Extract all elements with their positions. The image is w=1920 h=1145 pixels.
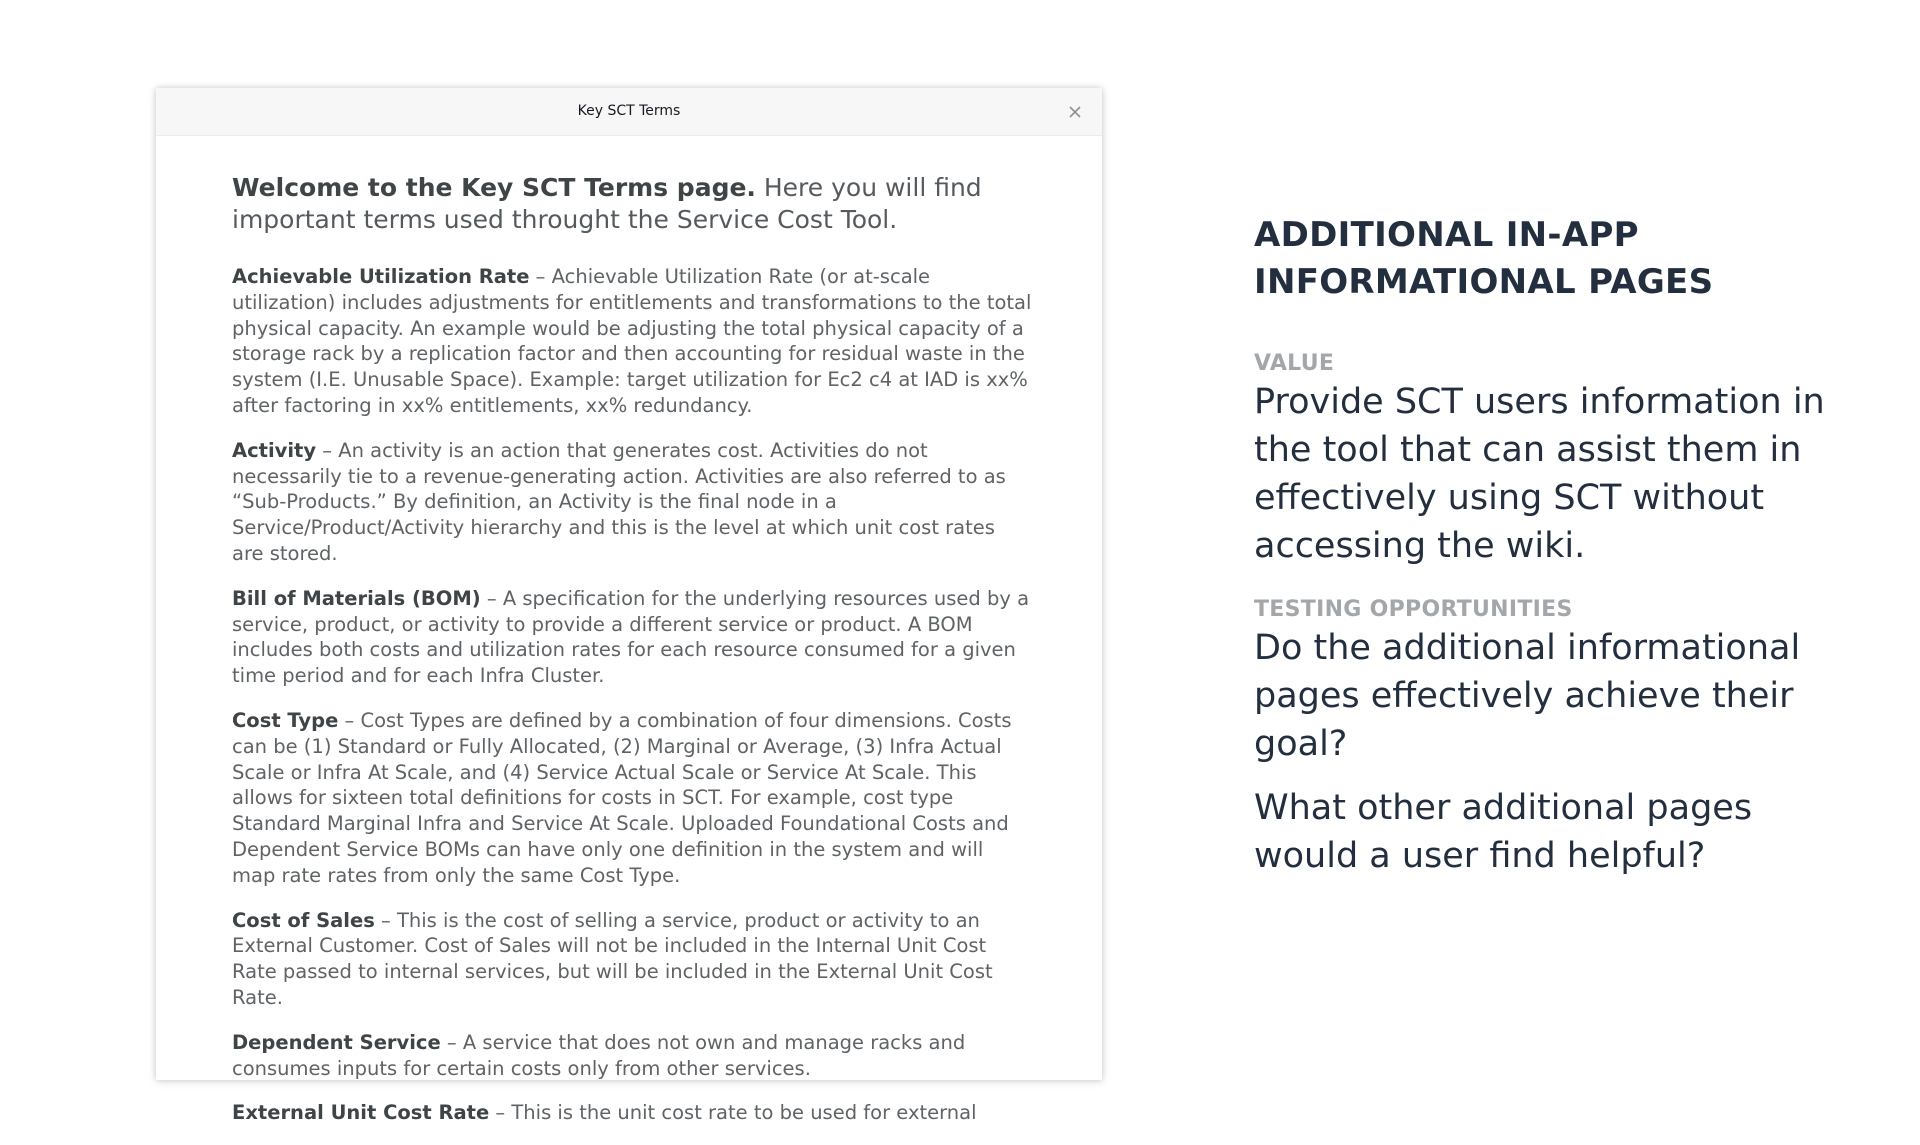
value-label: VALUE — [1254, 351, 1335, 376]
key-terms-modal — [156, 88, 1102, 1125]
side-heading: ADDITIONAL IN-APP INFORMATIONAL PAGES — [1254, 215, 1714, 302]
term-entry — [232, 586, 1032, 689]
term-definition: – A specification for the underlying resources used by a service, product, or activity to provide a different service or product. A BOM includes both costs and utilization rates for each resource consumed for a given time period and for each Infra Cluster. — [232, 586, 1030, 688]
intro-paragraph — [232, 172, 1032, 236]
term-definition: – This is the cost of selling a service, product or activity to an External Customer. Cost of Sales will not be included in the Internal Unit Cost Rate passed to internal services, but will be included in the External Unit Cost Rate. — [232, 908, 993, 1009]
question-1: Do the additional informational pages effectively achieve their goal? — [1254, 628, 1801, 764]
term-entry — [232, 438, 1032, 567]
question-2: What other additional pages would a user find helpful? — [1254, 788, 1753, 876]
term-name: Cost Type — [232, 708, 339, 732]
testing-label: TESTING OPPORTUNITIES — [1254, 597, 1573, 622]
modal-header — [156, 88, 1102, 136]
modal-body — [232, 172, 1032, 1145]
term-entry — [232, 1030, 1032, 1082]
term-definition: – A service that does not own and manage racks and consumes inputs for certain costs only from other services. — [232, 1030, 966, 1080]
term-entry — [232, 708, 1032, 889]
term-name: Bill of Materials (BOM) — [232, 586, 481, 610]
term-name: External Unit Cost Rate — [232, 1101, 490, 1125]
intro-text: Here you will find important terms used throught the Service Cost Tool. — [232, 173, 982, 234]
close-button[interactable] — [1066, 88, 1084, 135]
side-panel — [1254, 212, 1834, 880]
term-entry — [232, 264, 1032, 419]
close-icon[interactable] — [1068, 105, 1082, 119]
term-definition: – This is the unit cost rate to be used for external — [489, 1101, 977, 1125]
modal-title: Key SCT Terms — [577, 103, 681, 119]
term-name: Activity — [232, 438, 317, 462]
term-definition: – Achievable Utilization Rate (or at-scale utilization) includes adjustments for entitlements and transformations to the total physical capacity. An example would be adjusting the total physical capacity of a storage rack by a replication factor and then accounting for residual waste in the system (I.E. Unusable Space). Example: target utilization for Ec2 c4 at IAD is xx% after factoring in xx% entitlements, xx% redundancy. — [232, 265, 1032, 417]
value-text: Provide SCT users information in the tool that can assist them in effectively using SCT without accessing the wiki. — [1254, 382, 1825, 566]
term-definition: – Cost Types are defined by a combination of four dimensions. Costs can be (1) Standard or Fully Allocated, (2) Marginal or Average, (3) Infra Actual Scale or Infra At Scale, and (4) Service Actual Scale or Service At Scale. This allows for sixteen total definitions for costs in SCT. For example, cost type Standard Marginal Infra and Service At Scale. Uploaded Foundational Costs and Dependent Service BOMs can have only one definition in the system and will map rate rates from only the same Cost Type. — [232, 708, 1012, 887]
term-definition: – An activity is an action that generates cost. Activities do not necessarily tie to a revenue-generating action. Activities are also referred to as “Sub-Products.” By definition, an Activity is the final node in a Service/Product/Activity hierarchy and this is the level at which unit cost rates are stored. — [232, 438, 1006, 565]
intro-bold: Welcome to the Key SCT Terms page. — [232, 173, 756, 202]
term-name: Cost of Sales — [232, 908, 375, 932]
term-entry — [232, 1100, 1032, 1126]
term-entry — [232, 908, 1032, 1011]
term-name: Dependent Service — [232, 1030, 441, 1054]
term-name: Achievable Utilization Rate — [232, 265, 530, 288]
